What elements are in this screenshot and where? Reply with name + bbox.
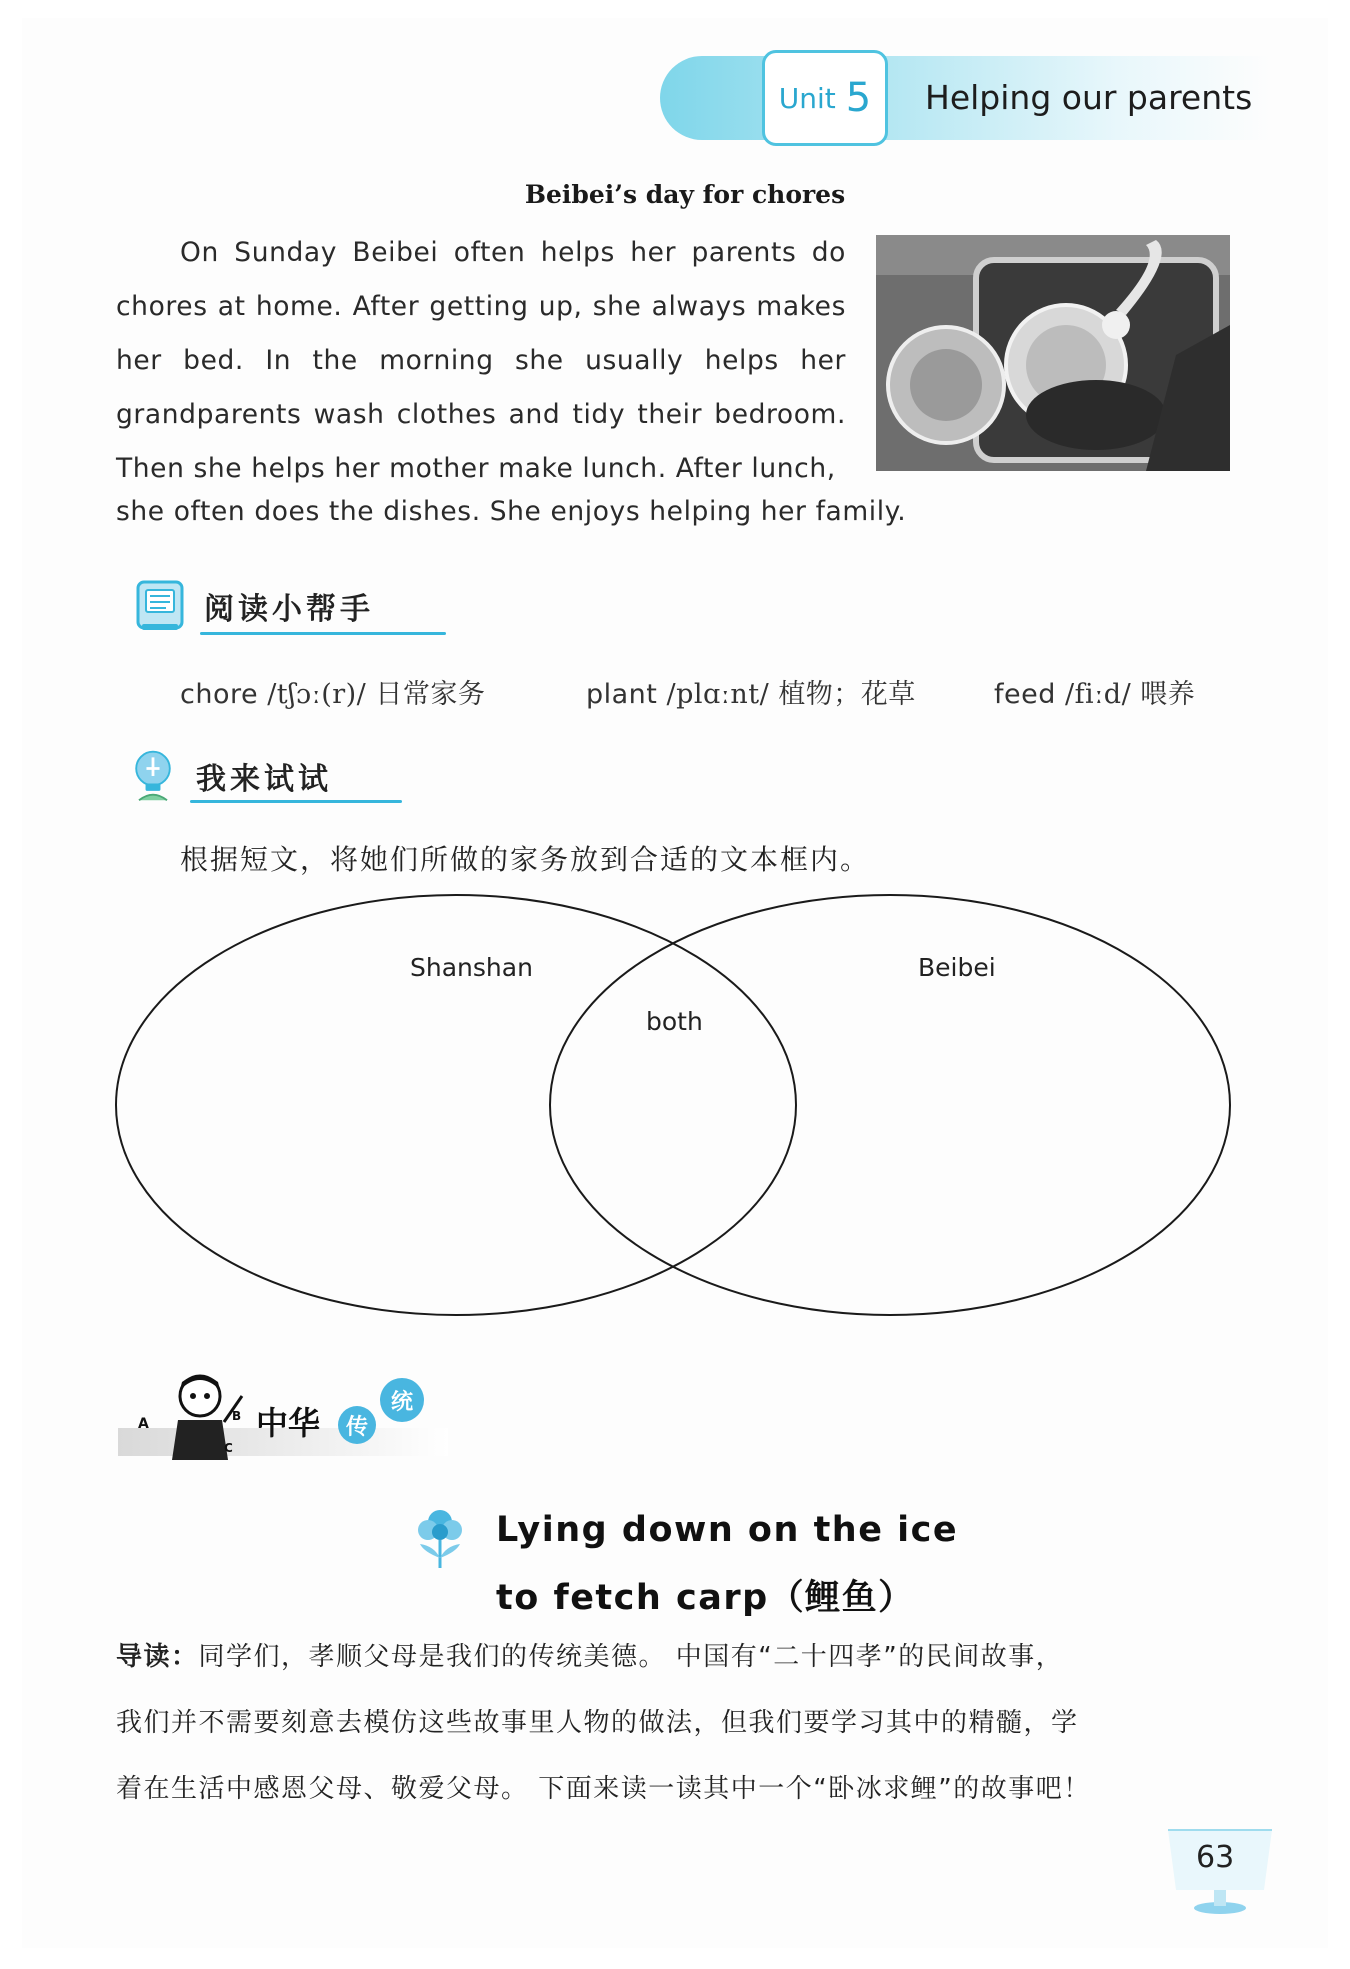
- vocab-meaning: 日常家务: [375, 679, 486, 710]
- culture-prefix: 中华: [256, 1404, 321, 1442]
- unit-number: 5: [845, 75, 872, 121]
- story-paragraph: [116, 226, 846, 496]
- unit-title: Helping our parents: [925, 78, 1253, 117]
- culture-bubble-2: 统: [380, 1378, 424, 1422]
- intro-line-3: 着在生活中感恩父母、敬爱父母。 下面来读一读其中一个“卧冰求鲤”的故事吧！: [116, 1774, 1091, 1804]
- venn-label-right: Beibei: [918, 953, 996, 982]
- lightbulb-icon: [128, 748, 178, 804]
- story2-title-line1: Lying down on the ice: [496, 1510, 959, 1550]
- vocab-meaning: 喂养: [1140, 679, 1196, 710]
- vocab-word: chore: [180, 679, 259, 710]
- vocab-item-feed: [994, 672, 1195, 711]
- vocab-ipa: /fiːd/: [1064, 679, 1132, 710]
- venn-label-left: Shanshan: [410, 953, 533, 982]
- helper-underline: [200, 632, 446, 635]
- helper-title: 阅读小帮手: [204, 592, 374, 627]
- try-title: 我来试试: [196, 762, 332, 797]
- unit-word: Unit: [778, 81, 836, 115]
- story2-title-line2: to fetch carp（鲤鱼）: [496, 1578, 915, 1618]
- vocab-meaning: 植物；花草: [778, 679, 916, 710]
- culture-bubble-1: 传: [338, 1406, 376, 1444]
- venn-label-middle: both: [646, 1007, 703, 1036]
- helper-section-header: [136, 578, 374, 634]
- story-title: Beibei’s day for chores: [524, 180, 846, 209]
- story-text: On Sunday Beibei often helps her parents do chores at home. After getting up, she always makes her bed. In the morning she usually helps her grandparents wash clothes and tidy their bedroom. Then she helps her mother make lunch. After lunch,: [116, 237, 846, 484]
- unit-badge: [762, 50, 888, 146]
- svg-text:C: C: [224, 1441, 233, 1455]
- story-last-line: she often does the dishes. She enjoys helping her family.: [116, 496, 907, 527]
- teacher-icon: [138, 1368, 248, 1464]
- vocab-item-chore: [180, 672, 485, 711]
- venn-right-circle[interactable]: [550, 895, 1230, 1315]
- intro-line-1: [116, 1636, 1236, 1673]
- try-section-header: [128, 748, 332, 804]
- try-underline: [190, 800, 402, 803]
- intro-lead: 导读：: [116, 1642, 199, 1672]
- vocab-word: plant: [586, 679, 658, 710]
- vocab-word: feed: [994, 679, 1056, 710]
- dishes-photo: [876, 235, 1230, 471]
- instruction: 根据短文，将她们所做的家务放到合适的文本框内。: [180, 843, 871, 876]
- intro-line-2: 我们并不需要刻意去模仿这些故事里人物的做法，但我们要学习其中的精髓，学: [116, 1708, 1079, 1738]
- vocab-item-plant: [586, 672, 916, 711]
- svg-text:A: A: [138, 1416, 149, 1432]
- vocab-ipa: /tʃɔː(r)/: [267, 679, 367, 710]
- sink-dishes-image: [876, 235, 1230, 471]
- culture-header: [118, 1368, 448, 1468]
- intro-text-1: 同学们，孝顺父母是我们的传统美德。 中国有“二十四孝”的民间故事，: [198, 1642, 1064, 1672]
- venn-diagram: [110, 890, 1240, 1330]
- book-icon: [136, 578, 186, 634]
- svg-text:B: B: [232, 1409, 242, 1423]
- page-number: 63: [1196, 1840, 1235, 1875]
- vocab-ipa: /plɑːnt/: [666, 679, 770, 710]
- flower-icon: [410, 1502, 470, 1576]
